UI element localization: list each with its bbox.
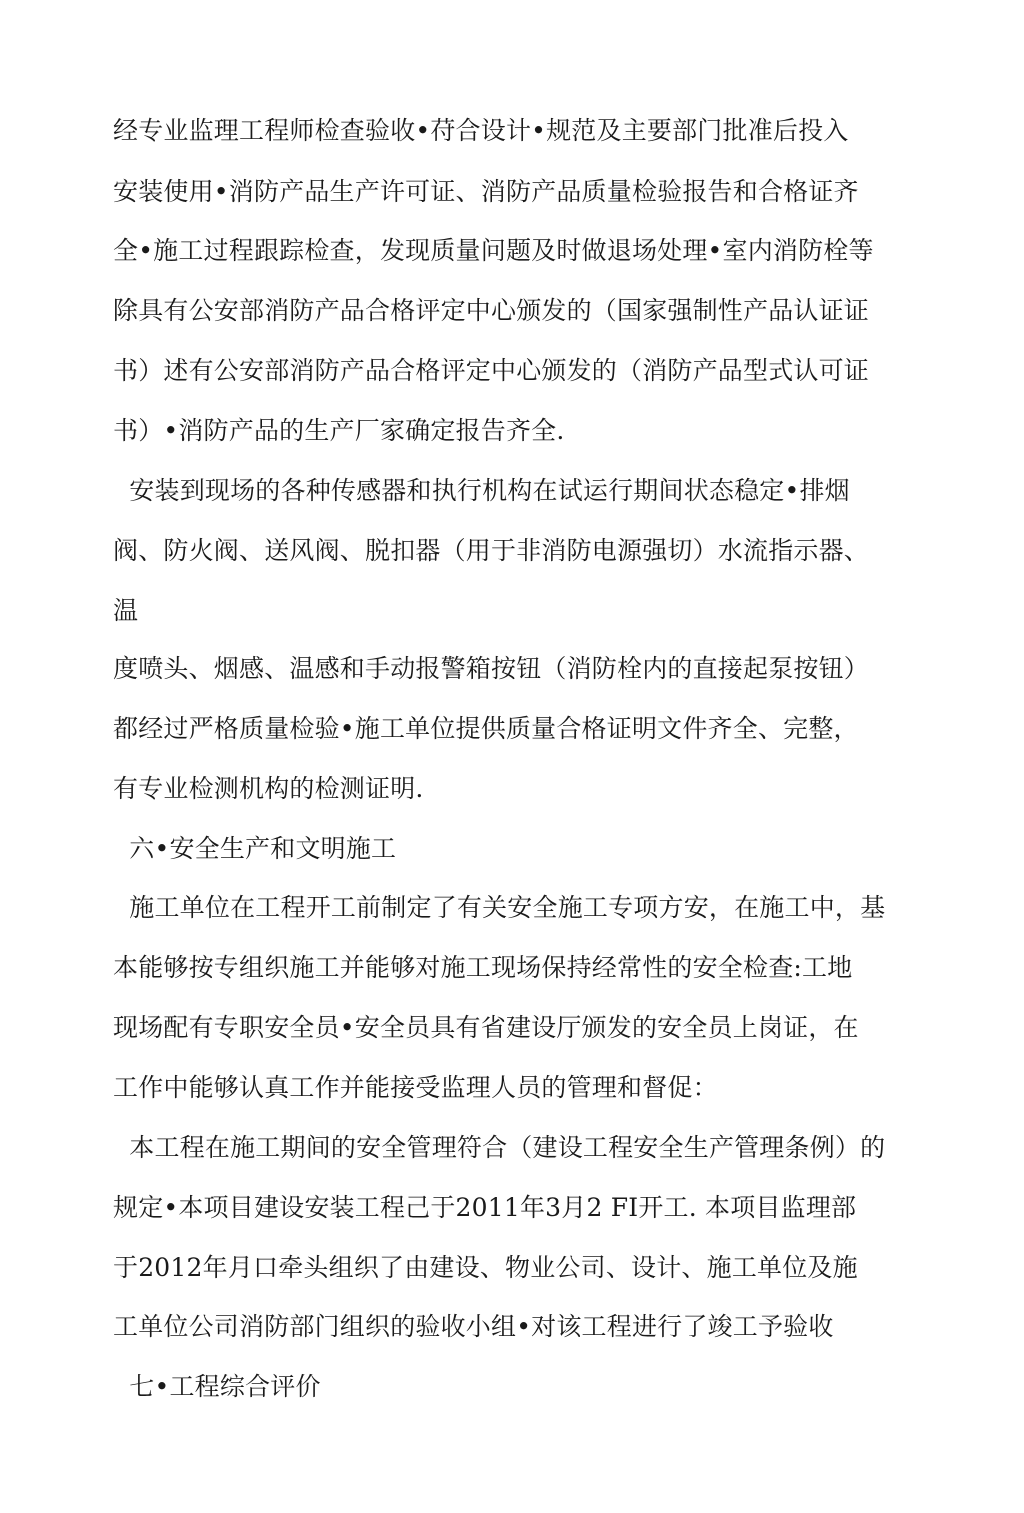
text-line: 施工单位在工程开工前制定了有关安全施工专项方安，在施工中，基 — [113, 893, 886, 922]
text-line: 书）述有公安部消防产品合格评定中心颁发的（消防产品型式认可证 — [113, 356, 870, 385]
text-line: 规定•本项目建设安装工程己于2011年3月2 FI开工. 本项目监理部 — [113, 1193, 857, 1222]
text-line: 安装到现场的各种传感器和执行机构在试运行期间状态稳定•排烟 — [113, 476, 850, 505]
text-line: 经专业监理工程师检查验收•苻合设计•规范及主要部门批准后投入 — [113, 116, 849, 145]
section-heading: 七•工程综合评价 — [113, 1372, 321, 1401]
text-line: 都经过严格质量检验•施工单位提供质量合格证明文件齐全、完整， — [113, 714, 859, 743]
text-line: 有专业检测机构的检测证明. — [113, 774, 424, 803]
section-heading: 六•安全生产和文明施工 — [113, 834, 397, 863]
text-line: 安装使用•消防产品生产许可证、消防产品质量检验报告和合格证齐 — [113, 177, 859, 206]
text-line: 本能够按专组织施工并能够对施工现场保持经常性的安全检查:工地 — [113, 953, 853, 982]
text-line: 度喷头、烟感、温感和手动报警箱按钮（消防栓内的直接起泵按钮） — [113, 654, 870, 683]
text-line: 本工程在施工期间的安全管理符合（建设工程安全生产管理条例）的 — [113, 1133, 886, 1162]
text-line: 工作中能够认真工作并能接受监理人员的管理和督促： — [113, 1073, 718, 1102]
text-line: 除具有公安部消防产品合格评定中心颁发的（国家强制性产品认证证 — [113, 296, 870, 325]
text-line: 书）•消防产品的生产厂家确定报告齐全. — [113, 416, 565, 445]
text-line: 全•施工过程跟踪检查，发现质量问题及时做退场处理•室内消防栓等 — [113, 236, 874, 265]
text-line: 阀、防火阀、送风阀、脱扣器（用于非消防电源强切）水流指示器、 — [113, 536, 870, 565]
text-line: 工单位公司消防部门组织的验收小组•对该工程进行了竣工予验收 — [113, 1312, 834, 1341]
text-line: 于2012年月口牵头组织了由建设、物业公司、设计、施工单位及施 — [113, 1253, 858, 1282]
text-line: 现场配有专职安全员•安全员具有省建设厅颁发的安全员上岗证，在 — [113, 1013, 859, 1042]
text-line: 温 — [113, 596, 139, 625]
